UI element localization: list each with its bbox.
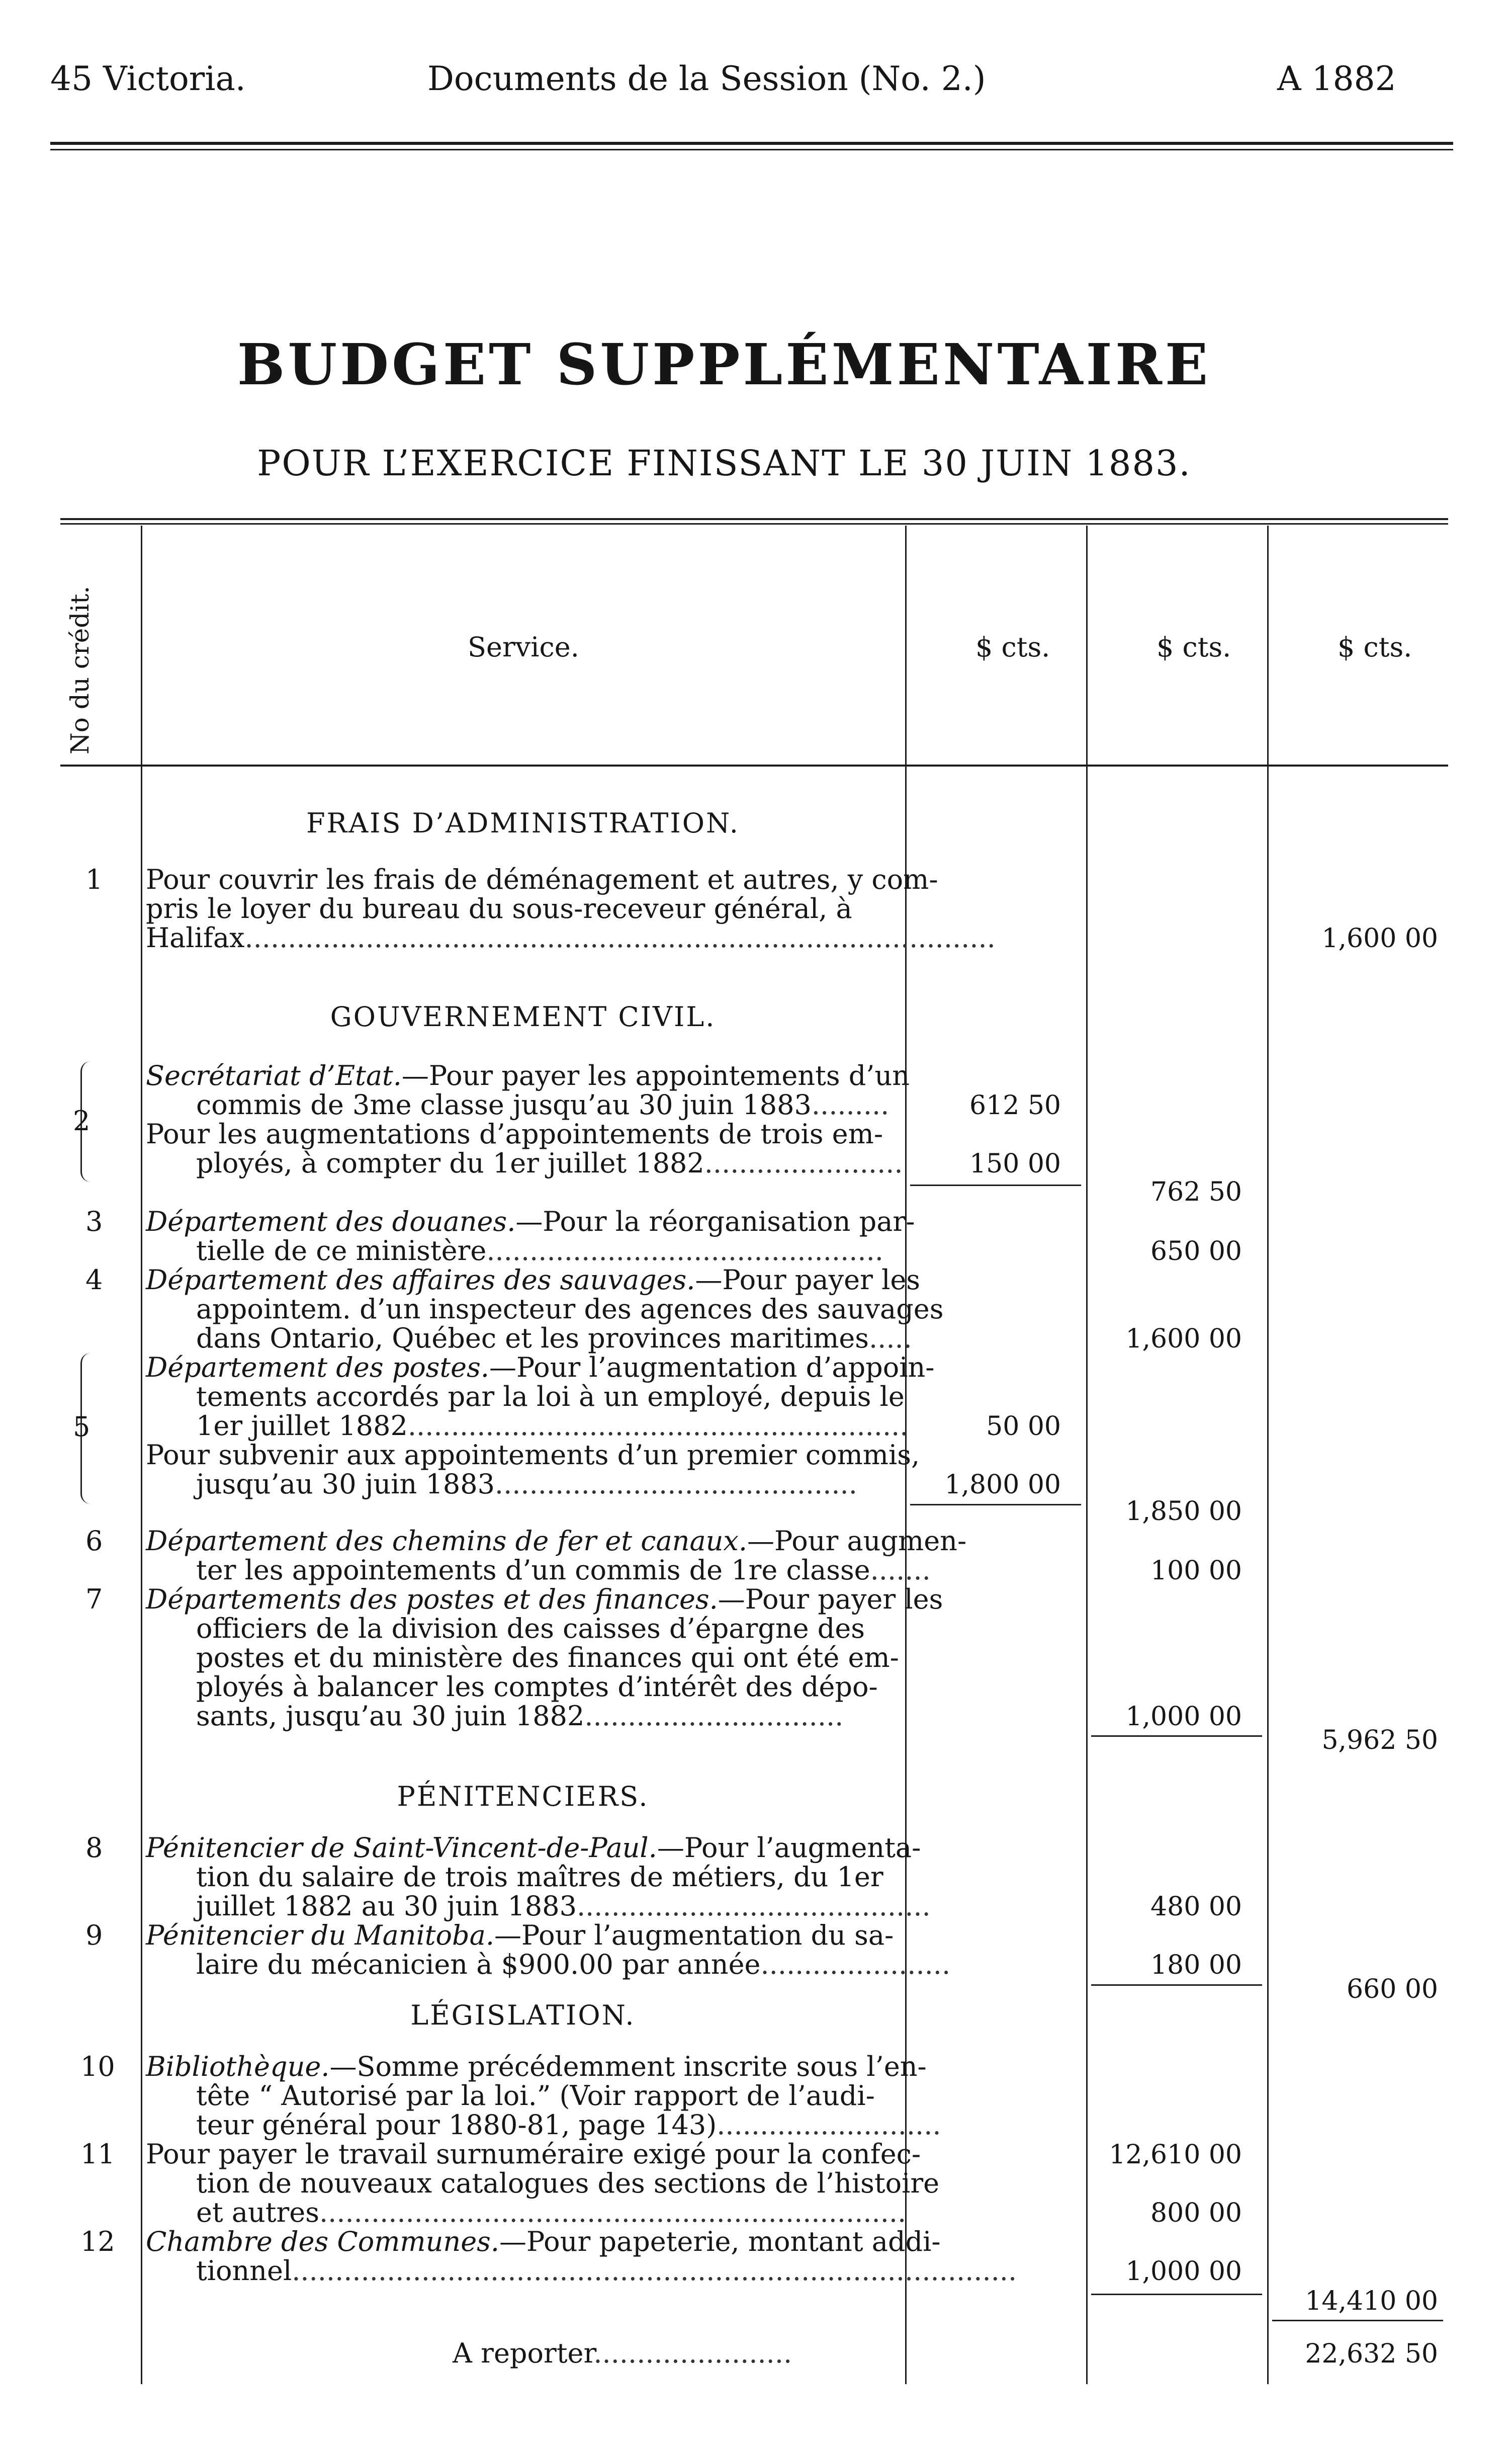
subtotal-rule	[910, 1185, 1081, 1186]
service-line: Secrétariat d’Etat.—Pour payer les appointements d’un	[146, 1060, 910, 1091]
column-header-amount2: $ cts.	[1157, 631, 1231, 663]
header-rule	[50, 142, 1453, 145]
service-line: Pour subvenir aux appointements d’un premier commis,	[146, 1439, 920, 1471]
amount-item: 1,600 00	[1125, 1324, 1242, 1354]
service-line: Département des douanes.—Pour la réorganisation par-	[146, 1206, 915, 1237]
header-rule-thin	[50, 149, 1453, 150]
column-divider	[141, 526, 142, 2384]
service-line: tielle de ce ministère..............................................	[196, 1235, 883, 1267]
column-divider	[1267, 526, 1269, 2384]
total-rule	[1272, 2320, 1443, 2321]
table-top-rule	[60, 518, 1448, 520]
credit-number: 10	[80, 2051, 115, 2082]
section-heading-gouv: GOUVERNEMENT CIVIL.	[330, 1001, 716, 1033]
service-line: ployés à balancer les comptes d’intérêt des dépo-	[196, 1671, 878, 1703]
amount-item: 1,800 00	[944, 1470, 1061, 1500]
service-line: postes et du ministère des finances qui ont été em-	[196, 1642, 899, 1673]
header-right: A 1882	[1277, 59, 1396, 98]
credit-number: 4	[85, 1264, 103, 1296]
credit-number: 12	[80, 2226, 115, 2257]
carry-forward-total: 22,632 50	[1305, 2339, 1438, 2369]
amount-item: 150 00	[969, 1149, 1061, 1179]
service-line: juillet 1882 au 30 juin 1883.........................................	[196, 1890, 931, 1922]
amount-item: 50 00	[986, 1411, 1061, 1442]
column-header-amount3: $ cts.	[1338, 631, 1412, 663]
section-heading-penit: PÉNITENCIERS.	[397, 1781, 649, 1812]
service-line: ter les appointements d’un commis de 1re classe.......	[196, 1554, 931, 1586]
subtotal-rule	[1091, 1735, 1262, 1737]
service-line: appointem. d’un inspecteur des agences des sauvages	[196, 1293, 944, 1325]
header-left: 45 Victoria.	[50, 59, 246, 98]
service-line: teur général pour 1880-81, page 143)..........................	[196, 2109, 941, 2141]
page-title: BUDGET SUPPLÉMENTAIRE	[237, 332, 1211, 398]
service-line: 1er juillet 1882..........................................................	[196, 1410, 909, 1442]
service-line: Départements des postes et des finances.—Pour payer les	[146, 1583, 943, 1615]
service-line: Pour les augmentations d’appointements de trois em-	[146, 1118, 883, 1150]
amount-item: 650 00	[1150, 1236, 1242, 1267]
credit-number: 7	[85, 1583, 103, 1615]
service-line: et autres....................................................................	[196, 2197, 907, 2228]
credit-number: 2	[73, 1105, 91, 1137]
header-center: Documents de la Session (No. 2.)	[427, 59, 986, 98]
service-line: jusqu’au 30 juin 1883..........................................	[196, 1468, 857, 1500]
subtotal-rule	[1091, 1984, 1262, 1986]
service-line: Département des postes.—Pour l’augmentation d’appoin-	[146, 1352, 935, 1383]
service-line: Halifax.......................................................................................	[146, 922, 996, 954]
service-line: Département des affaires des sauvages.—Pour payer les	[146, 1264, 921, 1296]
amount-item: 800 00	[1150, 2198, 1242, 2228]
amount-item: 12,610 00	[1109, 2140, 1242, 2170]
credit-number: 1	[85, 864, 103, 895]
service-line: pris le loyer du bureau du sous-receveur général, à	[146, 893, 852, 924]
service-line: tionnel....................................................................................	[196, 2255, 1017, 2287]
service-line: tion de nouveaux catalogues des sections de l’histoire	[196, 2167, 940, 2199]
column-header-amount1: $ cts.	[975, 631, 1050, 663]
amount-total: 5,962 50	[1321, 1725, 1438, 1755]
service-line: commis de 3me classe jusqu’au 30 juin 1883.........	[196, 1089, 890, 1121]
service-line: tion du salaire de trois maîtres de métiers, du 1er	[196, 1861, 883, 1893]
amount-item: 480 00	[1150, 1892, 1242, 1922]
service-line: Bibliothèque.—Somme précédemment inscrite sous l’en-	[146, 2051, 927, 2082]
service-line: Pénitencier de Saint-Vincent-de-Paul.—Pour l’augmenta-	[146, 1832, 921, 1864]
credit-number: 8	[85, 1832, 103, 1864]
service-line: tements accordés par la loi à un employé, depuis le	[196, 1381, 905, 1412]
column-header-number: No du crédit.	[65, 585, 95, 754]
column-header-service: Service.	[468, 631, 579, 663]
credit-number: 5	[73, 1411, 91, 1443]
service-line: officiers de la division des caisses d’épargne des	[196, 1613, 865, 1644]
page-subtitle: POUR L’EXERCICE FINISSANT LE 30 JUIN 1883.	[257, 443, 1191, 484]
service-line: Chambre des Communes.—Pour papeterie, montant addi-	[146, 2226, 941, 2257]
service-line: Pénitencier du Manitoba.—Pour l’augmentation du sa-	[146, 1919, 894, 1951]
service-line: dans Ontario, Québec et les provinces maritimes.....	[196, 1322, 912, 1354]
amount-total: 14,410 00	[1305, 2286, 1438, 2316]
credit-number: 3	[85, 1206, 103, 1237]
amount-total: 660 00	[1347, 1974, 1438, 2004]
amount-total: 1,600 00	[1321, 923, 1438, 954]
section-heading-legis: LÉGISLATION.	[410, 1999, 636, 2031]
credit-number: 6	[85, 1525, 103, 1557]
service-line: sants, jusqu’au 30 juin 1882..............................	[196, 1700, 844, 1732]
service-line: ployés, à compter du 1er juillet 1882.......................	[196, 1147, 903, 1179]
service-line: laire du mécanicien à $900.00 par année......................	[196, 1949, 951, 1980]
service-line: Pour payer le travail surnuméraire exigé pour la confec-	[146, 2138, 921, 2170]
amount-item: 1,000 00	[1125, 2256, 1242, 2287]
amount-item: 612 50	[969, 1090, 1061, 1121]
subtotal-rule	[910, 1504, 1081, 1505]
amount-subtotal: 762 50	[1150, 1177, 1242, 1207]
credit-number: 11	[80, 2138, 115, 2170]
section-heading-frais: FRAIS D’ADMINISTRATION.	[306, 807, 740, 839]
column-divider	[1086, 526, 1088, 2384]
amount-item: 180 00	[1150, 1950, 1242, 1980]
service-line: tête “ Autorisé par la loi.” (Voir rapport de l’audi-	[196, 2080, 875, 2112]
carry-forward-label: A reporter.......................	[453, 2337, 792, 2369]
subtotal-rule	[1091, 2294, 1262, 2295]
amount-item: 100 00	[1150, 1556, 1242, 1586]
credit-number: 9	[85, 1919, 103, 1951]
service-line: Pour couvrir les frais de déménagement et autres, y com-	[146, 864, 938, 895]
service-line: Département des chemins de fer et canaux.—Pour augmen-	[146, 1525, 967, 1557]
amount-item: 1,000 00	[1125, 1702, 1242, 1732]
header-bottom-rule	[60, 765, 1448, 767]
table-top-rule-thin	[60, 523, 1448, 525]
amount-subtotal: 1,850 00	[1125, 1496, 1242, 1527]
